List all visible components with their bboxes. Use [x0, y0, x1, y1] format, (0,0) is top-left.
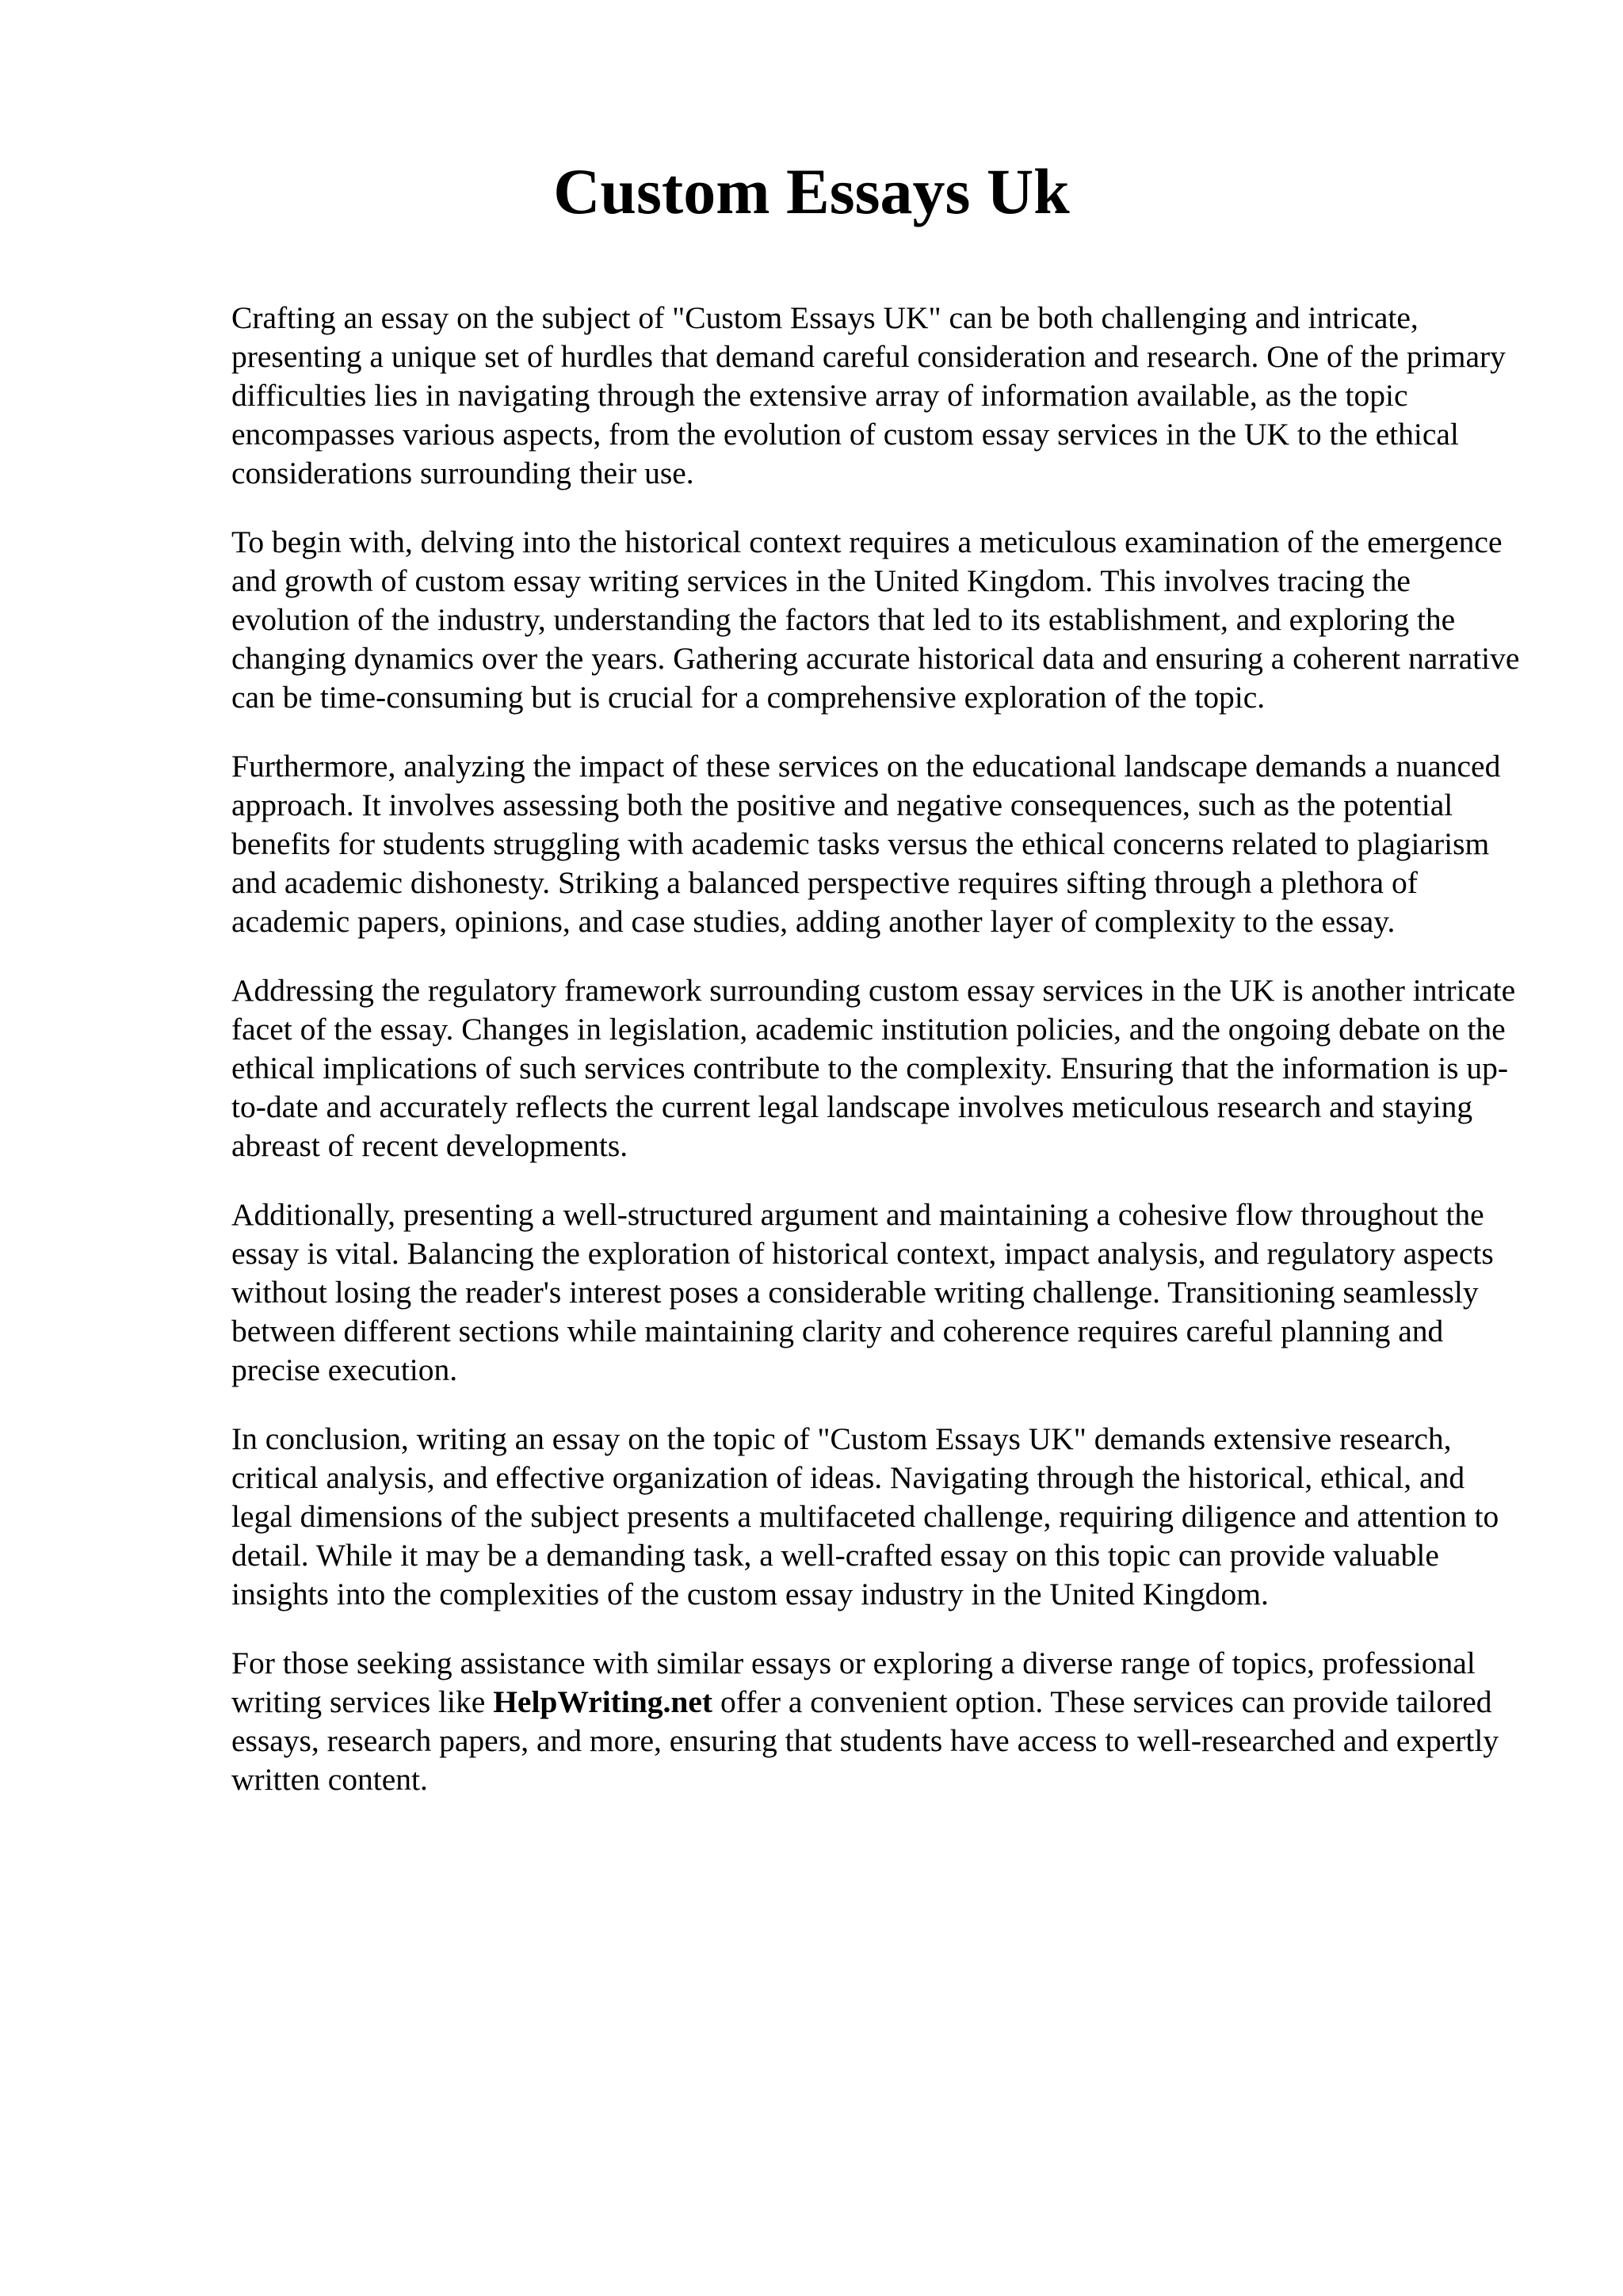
paragraph-6: In conclusion, writing an essay on the topic of "Custom Essays UK" demands extensive research, critical analysis, and effective organization of ideas. Navigating through the historical, ethical, and legal dimensions of the subject presents a multifaceted challenge, requiring diligence and attention to detail. While it may be a demanding task, a well-crafted essay on this topic can provide valuable insights into the complexities of the custom essay industry in the United Kingdom.: [231, 1421, 1499, 1611]
paragraph-closing: [231, 1644, 1531, 1799]
paragraph-1: Crafting an essay on the subject of "Custom Essays UK" can be both challenging and intricate, presenting a unique set of hurdles that demand careful consideration and research. One of the primary difficulties lies in navigating through the extensive array of information available, as the topic encompasses various aspects, from the evolution of custom essay services in the UK to the ethical considerations surrounding their use.: [231, 300, 1506, 490]
document-title: Custom Essays Uk: [553, 155, 1070, 227]
document-body: [231, 299, 1531, 1829]
paragraph-2: To begin with, delving into the historical context requires a meticulous examination of the emergence and growth of custom essay writing services in the United Kingdom. This involves tracing the evolution of the industry, understanding the factors that led to its establishment, and exploring the changing dynamics over the years. Gathering accurate historical data and ensuring a coherent narrative can be time-consuming but is crucial for a comprehensive exploration of the topic.: [231, 524, 1520, 715]
paragraph-4: Addressing the regulatory framework surrounding custom essay services in the UK is another intricate facet of the essay. Changes in legislation, academic institution policies, and the ongoing debate on the ethical implications of such services contribute to the complexity. Ensuring that the information is up-to-date and accurately reflects the current legal landscape involves meticulous research and staying abreast of recent developments.: [231, 973, 1516, 1163]
closing-text-before: For those seeking assistance with similar essays or exploring a diverse range of topics, professional writing services like: [231, 1646, 1476, 1719]
paragraph-5: Additionally, presenting a well-structured argument and maintaining a cohesive flow throughout the essay is vital. Balancing the exploration of historical context, impact analysis, and regulatory aspects without losing the reader's interest poses a considerable writing challenge. Transitioning seamlessly between different sections while maintaining clarity and coherence requires careful planning and precise execution.: [231, 1197, 1494, 1387]
paragraph-3: Furthermore, analyzing the impact of these services on the educational landscape demands a nuanced approach. It involves assessing both the positive and negative consequences, such as the potential benefits for students struggling with academic tasks versus the ethical concerns related to plagiarism and academic dishonesty. Striking a balanced perspective requires sifting through a plethora of academic papers, opinions, and case studies, adding another layer of complexity to the essay.: [231, 749, 1501, 939]
closing-text-after: offer a convenient option. These services can provide tailored essays, research papers, and more, ensuring that students have access to well-researched and expertly written content.: [231, 1684, 1499, 1797]
brand-name: HelpWriting.net: [493, 1684, 713, 1719]
